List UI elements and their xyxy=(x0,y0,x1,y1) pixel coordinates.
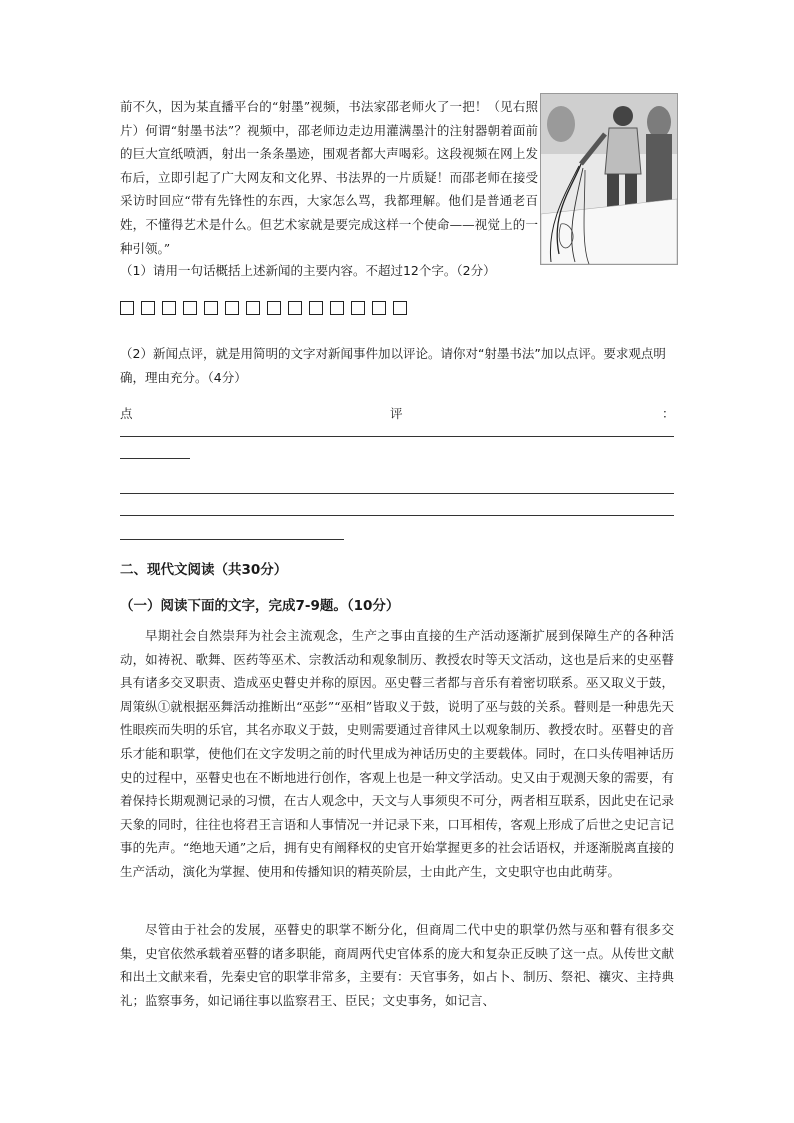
question-1: （1）请用一句话概括上述新闻的主要内容。不超过12个字。（2分） xyxy=(120,263,496,278)
answer-box[interactable] xyxy=(288,301,302,315)
answer-box[interactable] xyxy=(183,301,197,315)
reading-paragraph-2: 尽管由于社会的发展，巫瞽史的职掌不断分化，但商周二代中史的职掌仍然与巫和瞽有很多交集，史官依然承载着巫瞽的诸多职能，商周两代史官体系的庞大和复杂正反映了这一点。从传世文献和出土文献来看，先秦史官的职掌非常多，主要有：天官事务，如占卜、制历、祭祀、禳灾、主持典礼；监察事务，如记诵往事以监察君王、臣民；文史事务，如记言、 xyxy=(120,922,674,1008)
comment-label-dian: 点 xyxy=(120,406,133,421)
section-heading: 二、现代文阅读（共30分） xyxy=(120,562,288,578)
answer-line-3[interactable] xyxy=(120,493,674,494)
answer-box[interactable] xyxy=(372,301,386,315)
answer-box[interactable] xyxy=(120,301,134,315)
news-paragraph: 前不久，因为某直播平台的“射墨”视频，书法家邵老师火了一把！（见右照片）何谓“射墨书法”？视频中，邵老师边走边用灌满墨汁的注射器朝着面前的巨大宣纸喷洒，射出一条条墨迹，围观者都大声喝彩。这段视频在网上发布后，立即引起了广大网友和文化界、书法界的一片质疑！而邵老师在接受采访时回应“带有先锋性的东西，大家怎么骂，我都理解。他们是普通老百姓，不懂得艺术是什么。但艺术家就是要完成这样一个使命——视觉上的一种引领。” xyxy=(120,99,538,256)
answer-box[interactable] xyxy=(162,301,176,315)
subsection-heading: （一）阅读下面的文字，完成7-9题。（10分） xyxy=(120,598,400,614)
answer-box[interactable] xyxy=(267,301,281,315)
answer-box[interactable] xyxy=(351,301,365,315)
answer-box[interactable] xyxy=(246,301,260,315)
answer-box[interactable] xyxy=(225,301,239,315)
reading-paragraph-1: 早期社会自然崇拜为社会主流观念，生产之事由直接的生产活动逐渐扩展到保障生产的各种活动，如祷祝、歌舞、医药等巫术、宗教活动和观象制历、教授农时等天文活动，这也是后来的史巫瞽具有诸多交叉职责、造成巫史瞽史并称的原因。巫史瞽三者都与音乐有着密切联系。巫又取义于鼓，周策纵①就根据巫舞活动推断出“巫彭”“巫相”皆取义于鼓，说明了巫与鼓的关系。瞽则是一种患先天性眼疾而失明的乐官，其名亦取义于鼓，史则需要通过音律风土以观象制历、教授农时。巫瞽史的音乐才能和职掌，使他们在文字发明之前的时代里成为神话历史的主要载体。同时，在口头传唱神话历史的过程中，巫瞽史也在不断地进行创作，客观上也是一种文学活动。史又由于观测天象的需要，有着保持长期观测记录的习惯，在古人观念中，天文与人事须臾不可分，两者相互联系，因此史在记录天象的同时，往往也将君王言语和人事情况一并记录下来，口耳相传，客观上形成了后世之史记言记事的先声。“绝地天通”之后，拥有史有阐释权的史官开始掌握更多的社会话语权，并逐渐脱离直接的生产活动，演化为掌握、使用和传播知识的精英阶层，士由此产生，文史职守也由此萌芽。 xyxy=(120,628,674,879)
answer-box[interactable] xyxy=(204,301,218,315)
answer-line-1[interactable] xyxy=(120,436,674,437)
answer-line-5[interactable] xyxy=(120,539,344,540)
answer-box[interactable] xyxy=(393,301,407,315)
calligraphy-photo xyxy=(540,93,678,265)
comment-label-ping: 评 xyxy=(390,406,403,421)
answer-boxes[interactable] xyxy=(120,301,410,315)
answer-line-4[interactable] xyxy=(120,515,674,516)
question-2: （2）新闻点评，就是用简明的文字对新闻事件加以评论。请你对“射墨书法”加以点评。要求观点明确，理由充分。（4分） xyxy=(120,346,666,385)
answer-box[interactable] xyxy=(309,301,323,315)
calligraphy-photo-image xyxy=(541,94,677,264)
answer-box[interactable] xyxy=(330,301,344,315)
answer-box[interactable] xyxy=(141,301,155,315)
comment-label-colon: ： xyxy=(662,406,675,421)
answer-line-2[interactable] xyxy=(120,458,190,459)
